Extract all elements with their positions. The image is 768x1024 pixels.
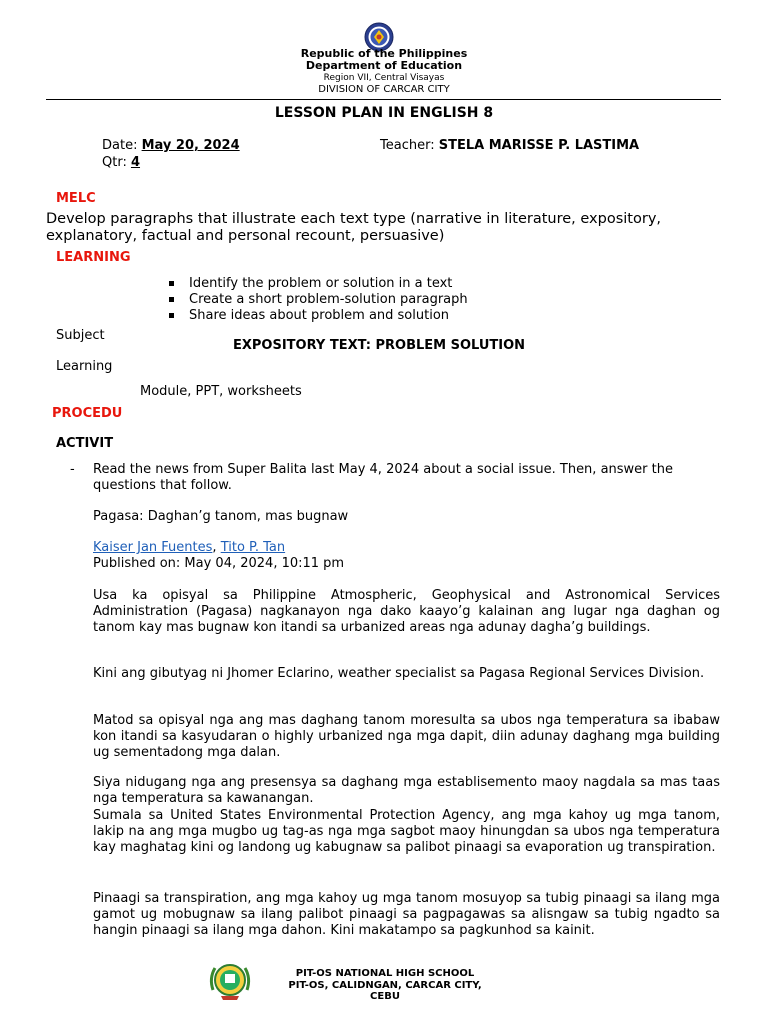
learning-heading: LEARNING (56, 250, 131, 265)
author-separator: , (212, 540, 217, 555)
list-item: Create a short problem-solution paragraph (169, 292, 669, 308)
dash-marker: - (70, 462, 75, 477)
header-division: DIVISION OF CARCAR CITY (318, 84, 450, 95)
footer-line-3: CEBU (370, 991, 400, 1002)
date-row (102, 138, 240, 153)
date-value: May 20, 2024 (141, 138, 240, 153)
qtr-value: 4 (130, 155, 141, 170)
footer-line-2: PIT-OS, CALIDNGAN, CARCAR CITY, (288, 979, 482, 991)
list-item: Identify the problem or solution in a text (169, 276, 669, 292)
footer-school (270, 968, 500, 1003)
news-paragraph-2: Kini ang gibutyag ni Jhomer Eclarino, weather specialist sa Pagasa Regional Services Division. (93, 666, 705, 681)
instruction-text: Read the news from Super Balita last May 4, 2024 about a social issue. Then, answer the questions that follow. (93, 462, 673, 493)
melc-text: Develop paragraphs that illustrate each text type (narrative in literature, expository, explanatory, factual and personal recount, persuasive) (46, 211, 662, 244)
subject-value: EXPOSITORY TEXT: PROBLEM SOLUTION (233, 338, 526, 353)
melc-heading: MELC (56, 191, 96, 206)
published-date: Published on: May 04, 2024, 10:11 pm (93, 556, 345, 571)
news-headline: Pagasa: Daghan’g tanom, mas bugnaw (93, 509, 349, 524)
school-logo-icon (207, 960, 253, 1002)
author-link-2[interactable]: Tito P. Tan (220, 540, 286, 555)
resources-value: Module, PPT, worksheets (140, 384, 302, 399)
resources-label: Learning (56, 359, 113, 374)
teacher-value: STELA MARISSE P. LASTIMA (438, 138, 640, 153)
teacher-label: Teacher: (380, 138, 435, 153)
activity-heading: ACTIVIT (56, 436, 114, 451)
procedure-heading: PROCEDU (52, 406, 123, 421)
page-title: LESSON PLAN IN ENGLISH 8 (274, 105, 494, 121)
header-divider (46, 99, 721, 100)
header-region: Region VII, Central Visayas (323, 73, 445, 83)
list-item: Share ideas about problem and solution (169, 308, 669, 324)
objectives-list (169, 276, 669, 324)
date-label: Date: (102, 138, 138, 153)
news-paragraph-3: Matod sa opisyal nga ang mas daghang tanom moresulta sa ubos nga temperatura sa ibabaw kon itandi sa kasyudaran o highly urbanized nga mga dapit, diin adunay daghang mga building ug sementadong mga dalan. (93, 713, 720, 760)
news-paragraph-4: Siya nidugang nga ang presensya sa daghang mga establisemento maoy nagdala sa mas taas nga temperatura sa kawanangan. (93, 775, 720, 806)
footer-line-1: PIT-OS NATIONAL HIGH SCHOOL (295, 968, 475, 979)
subject-label: Subject (56, 328, 105, 343)
header-department: Department of Education (305, 59, 463, 72)
teacher-row (380, 138, 639, 153)
qtr-row (102, 155, 140, 170)
header-republic: Republic of the Philippines (300, 47, 468, 60)
news-paragraph-1: Usa ka opisyal sa Philippine Atmospheric, Geophysical and Astronomical Services Administration (Pagasa) nagkanayon nga dako kaayo’g kalainan ang lugar nga daghan og tanom kay mas bugnaw kon itandi sa urbanized areas nga adunay dagha’g buildings. (93, 588, 720, 635)
authors-row (93, 540, 285, 556)
qtr-label: Qtr: (102, 155, 127, 170)
news-paragraph-6: Pinaagi sa transpiration, ang mga kahoy ug mga tanom mosuyop sa tubig pinaagi sa ilang mga gamot ug mobugnaw sa ilang palibot pinaagi sa pagpagawas sa alisngaw sa tubig ngadto sa hangin pinaagi sa ilang mga dahon. Kini makatampo sa pagkunhod sa kainit. (93, 891, 720, 938)
news-paragraph-5: Sumala sa United States Environmental Protection Agency, ang mga kahoy ug mga tanom, lakip na ang mga mugbo ug tag-as nga mga sagbot maoy hinungdan sa ubos nga temperatura kay maghatag kini og landong ug kabugnaw sa palibot pinaagi sa evaporation ug transpiration. (93, 808, 720, 855)
author-link-1[interactable]: Kaiser Jan Fuentes (93, 540, 213, 555)
